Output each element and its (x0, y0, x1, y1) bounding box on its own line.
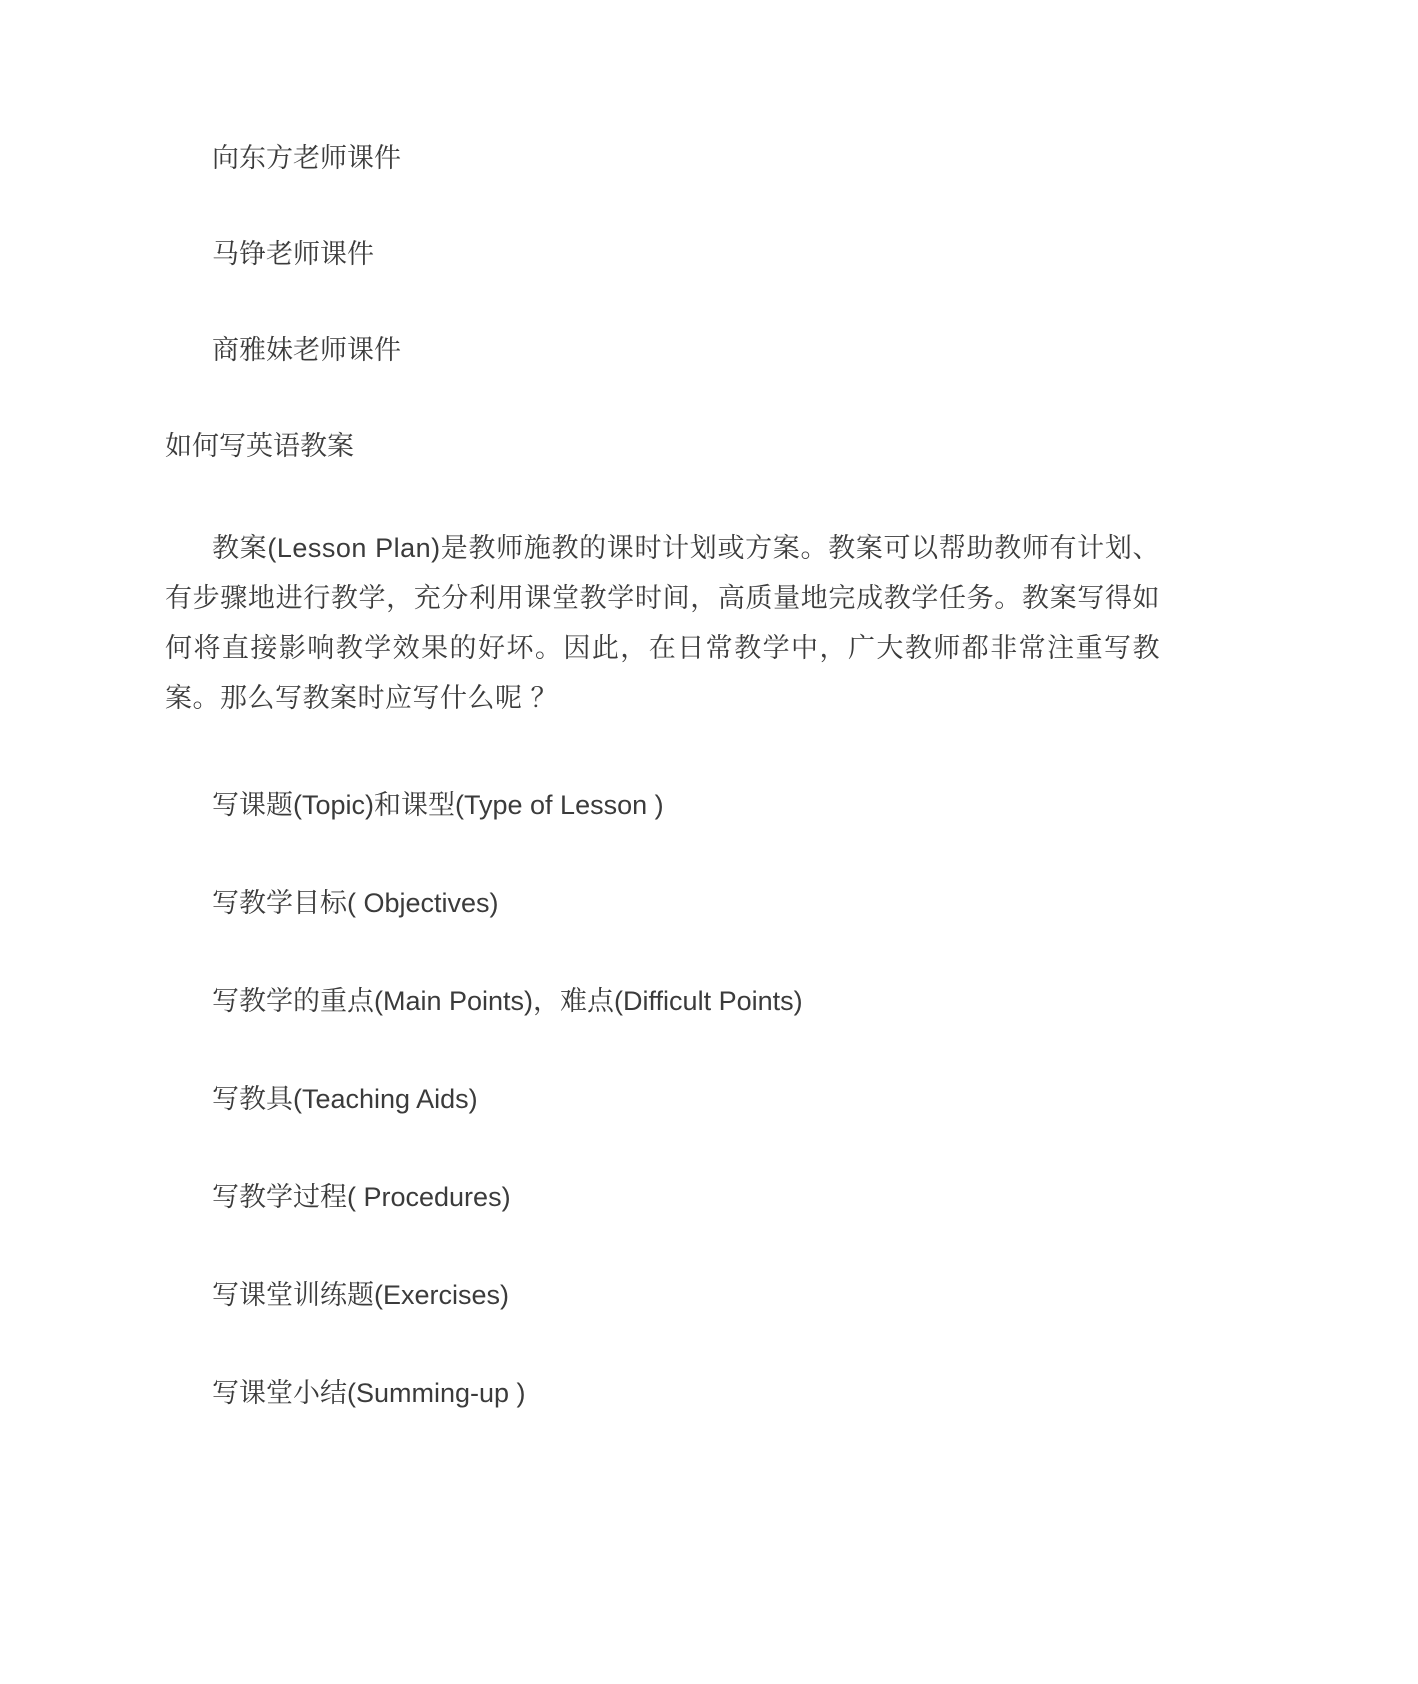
document-heading: 如何写英语教案 (165, 431, 354, 461)
lesson-plan-item-objectives: 写教学目标( Objectives) (212, 888, 499, 918)
lesson-plan-item-summing-up: 写课堂小结(Summing-up ) (212, 1378, 526, 1408)
courseware-link-mazheng: 马铮老师课件 (212, 239, 374, 269)
lesson-plan-item-exercises: 写课堂训练题(Exercises) (212, 1280, 510, 1310)
lesson-plan-item-procedures: 写教学过程( Procedures) (212, 1182, 511, 1212)
lesson-plan-item-teaching-aids: 写教具(Teaching Aids) (212, 1084, 478, 1114)
lesson-plan-item-topic-type: 写课题(Topic)和课型(Type of Lesson ) (212, 790, 664, 820)
courseware-link-xiangdongfang: 向东方老师课件 (212, 143, 401, 173)
courseware-link-shangyamei: 商雅妹老师课件 (212, 335, 401, 365)
intro-paragraph: 教案(Lesson Plan)是教师施教的课时计划或方案。教案可以帮助教师有计划、有步骤地进行教学，充分利用课堂教学时间，高质量地完成教学任务。教案写得如何将直接影响教学效果的好坏。因此，在日常教学中，广大教师都非常注重写教案。那么写教案时应写什么呢 ？ (165, 533, 1160, 713)
lesson-plan-item-main-difficult-points: 写教学的重点(Main Points)，难点(Difficult Points) (212, 986, 803, 1016)
